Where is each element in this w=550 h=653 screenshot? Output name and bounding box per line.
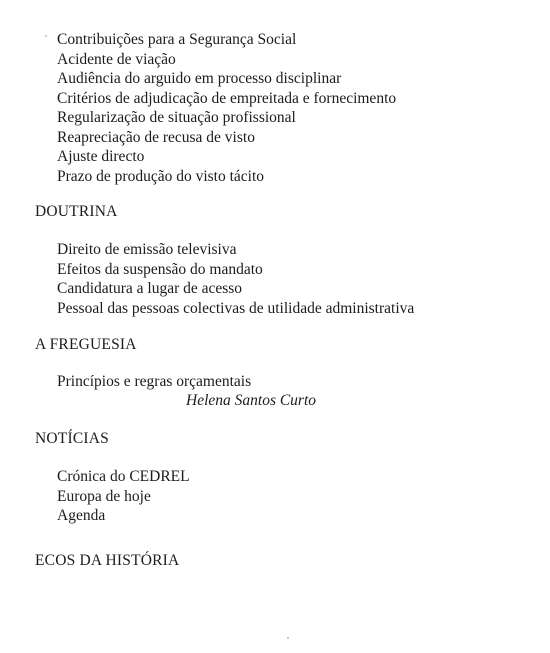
toc-entry: Pessoal das pessoas colectivas de utilidade administrativa: [57, 299, 415, 317]
toc-entry: Agenda: [57, 507, 106, 524]
toc-entry: Reapreciação de recusa de visto: [57, 128, 255, 146]
section-heading-doutrina: DOUTRINA: [35, 203, 118, 220]
toc-entry: Critérios de adjudicação de empreitada e fornecimento: [57, 89, 397, 107]
toc-entry: Audiência do arguido em processo disciplinar: [57, 70, 342, 87]
toc-entry: Europa de hoje: [57, 487, 151, 505]
toc-entry: Prazo de produção do visto tácito: [57, 167, 265, 185]
scan-speck: [45, 35, 47, 37]
article-author: Helena Santos Curto: [186, 391, 317, 409]
toc-entry: Efeitos da suspensão do mandato: [57, 260, 263, 278]
toc-entry: Ajuste directo: [57, 148, 145, 165]
toc-entry: Regularização de situação profissional: [57, 109, 296, 126]
section-heading-noticias: NOTÍCIAS: [35, 430, 109, 447]
toc-entry: Crónica do CEDREL: [57, 468, 190, 485]
toc-entry: Candidatura a lugar de acesso: [57, 280, 243, 297]
toc-entry: Contribuições para a Segurança Social: [57, 31, 297, 48]
section-heading-ecos-da-historia: ECOS DA HISTÓRIA: [35, 552, 180, 569]
toc-entry: Acidente de viação: [57, 50, 176, 68]
section-heading-freguesia: A FREGUESIA: [35, 336, 137, 353]
scan-speck: [287, 637, 289, 639]
toc-entry: Princípios e regras orçamentais: [57, 373, 252, 390]
toc-entry: Direito de emissão televisiva: [57, 241, 237, 258]
